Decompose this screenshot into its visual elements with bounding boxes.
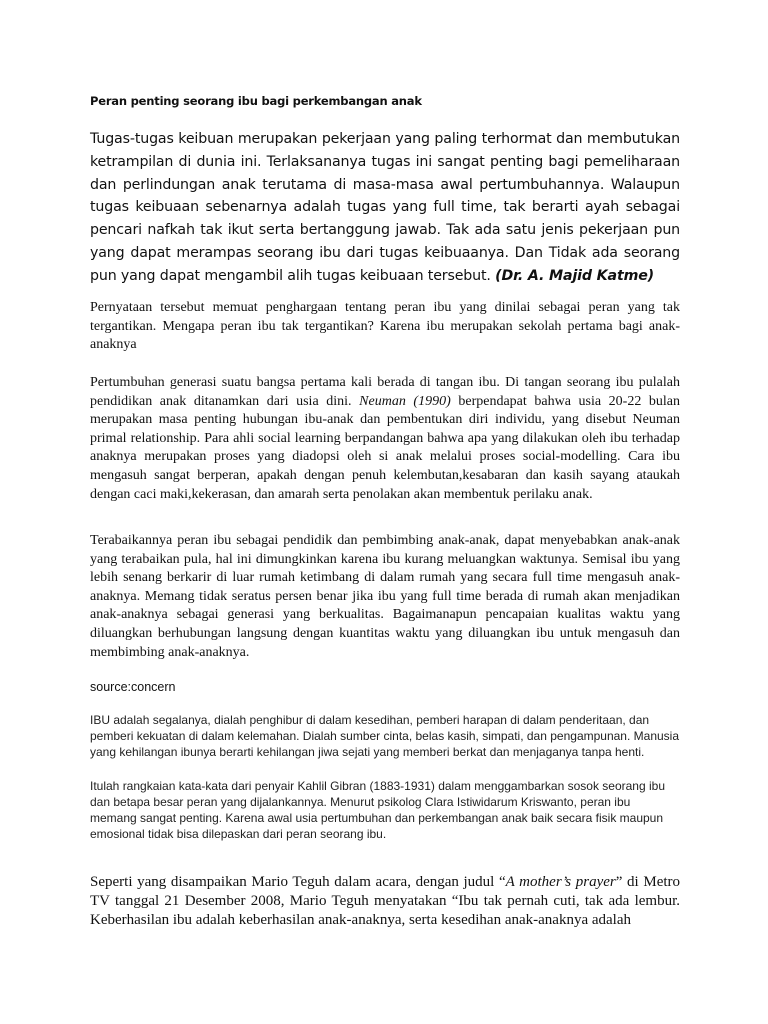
last-paragraph-after: ” di Metro TV tanggal 21 Desember 2008, Mario Teguh menyatakan “Ibu tak pernah cuti, tak ada lembur. Keberhasilan ibu adalah keberhasilan anak-anaknya, serta kesedihan anak-anaknya adalah [90,874,681,928]
sans-paragraph-1: IBU adalah segalanya, dialah penghibur di dalam kesedihan, pemberi harapan di dalam penderitaan, dan pemberi kekuatan di dalam kelemahan. Dialah sumber cinta, belas kasih, simpati, dan pengampunan. Manusia yang kehilangan ibunya berarti kehilangan jiwa sejati yang memberi berkat dan menjaganya tanpa henti. [90,713,680,759]
quote-text: Tugas-tugas keibuan merupakan pekerjaan yang paling terhormat dan membutukan ketrampilan di dunia ini. Terlaksananya tugas ini sangat penting bagi pemeliharaan dan perlindungan anak terutama di masa-masa awal pertumbuhannya. Walaupun tugas keibuaan sebenarnya adalah tugas yang full time, tak berarti ayah sebagai pencari nafkah tak ikut serta bertanggung jawab. Tak ada satu jenis pekerjaan pun yang dapat merampas seorang ibu dari tugas keibuaanya. Dan Tidak ada seorang pun yang dapat mengambil alih tugas keibuaan tersebut. [90,131,680,284]
paragraph-2-before: Pertumbuhan generasi suatu bangsa pertama kali berada di tangan ibu. Di tangan seorang ibu pulalah pendidikan anak ditanamkan dari usia dini. [90,375,680,409]
last-paragraph [90,873,680,930]
last-paragraph-title: A mother’s prayer [505,874,616,890]
paragraph-2-after: berpendapat bahwa usia 20-22 bulan merupakan masa penting hubungan ibu-anak dan pembentukan diri individu, yang disebut Neuman primal relationship. Para ahli social learning berpandangan bahwa apa yang dilakukan oleh ibu terhadap anaknya merupakan proses yang diadopsi oleh si anak melalui proses social-modelling. Cara ibu mengasuh sangat berperan, apakah dengan penuh kelembutan,kesabaran dan kasih sayang ataukah dengan caci maki,kekerasan, dan amarah serta penolakan akan membentuk perilaku anak. [90,393,681,502]
paragraph-2-citation: Neuman (1990) [359,393,451,409]
paragraph-2 [90,374,680,504]
paragraph-1: Pernyataan tersebut memuat penghargaan tentang peran ibu yang dinilai sebagai peran yang tak tergantikan. Mengapa peran ibu tak tergantikan? Karena ibu merupakan sekolah pertama bagi anak-anaknya [90,300,680,353]
quote-author: (Dr. A. Majid Katme) [495,267,655,284]
sans-paragraph-2: Itulah rangkaian kata-kata dari penyair Kahlil Gibran (1883-1931) dalam menggambarkan sosok seorang ibu dan betapa besar peran yang dijalankannya. Menurut psikolog Clara Istiwidarum Kriswanto, peran ibu memang sangat penting. Karena awal usia pertumbuhan dan perkembangan anak baik secara fisik maupun emosional tidak bisa dilepaskan dari peran seorang ibu. [90,779,666,841]
opening-quote [90,128,680,288]
paragraph-3: Terabaikannya peran ibu sebagai pendidik dan pembimbing anak-anak, dapat menyebabkan anak-anak yang terabaikan pula, hal ini dimungkinkan karena ibu kurang meluangkan waktunya. Semisal ibu yang lebih senang berkarir di luar rumah ketimbang di dalam rumah yang secara full time mengasuh anak-anaknya. Memang tidak seratus persen benar jika ibu yang full time berada di rumah akan menjadikan anak-anaknya sebagai generasi yang berkualitas. Bagaimanapun pencapaian kualitas waktu yang diluangkan berhubungan langsung dengan kuantitas waktu yang diluangkan ibu untuk mengasuh dan membimbing anak-anaknya. [90,533,680,660]
document-heading: Peran penting seorang ibu bagi perkembangan anak [90,94,422,108]
last-paragraph-before: Seperti yang disampaikan Mario Teguh dalam acara, dengan judul “ [90,874,506,890]
source-line: source:concern [90,680,176,694]
